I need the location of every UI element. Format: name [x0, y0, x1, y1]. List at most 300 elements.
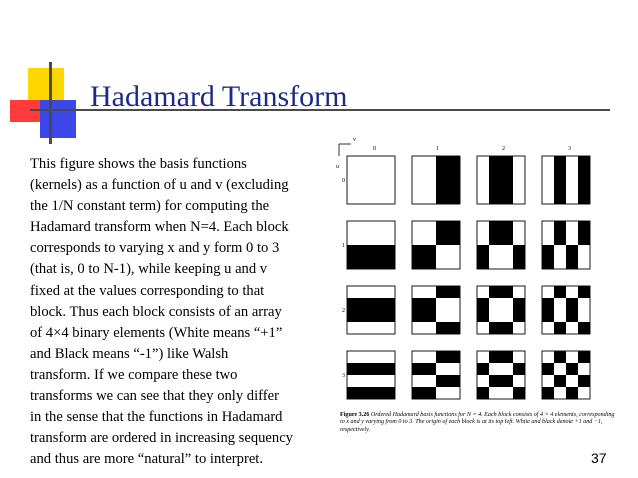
white-cell	[554, 298, 566, 310]
black-cell	[578, 192, 590, 204]
black-cell	[383, 298, 395, 310]
white-cell	[436, 245, 448, 257]
body-text-line: transforms we can see that they only differ	[30, 388, 279, 405]
white-cell	[501, 363, 513, 375]
white-cell	[477, 233, 489, 245]
col-label-1: 1	[436, 146, 439, 152]
white-cell	[424, 168, 436, 180]
white-cell	[513, 233, 525, 245]
black-cell	[424, 363, 436, 375]
vertical-rule	[49, 62, 52, 144]
black-cell	[554, 156, 566, 168]
body-text-line: the 1/N constant term) for computing the	[30, 198, 270, 215]
basis-block-u1-v3	[542, 221, 590, 269]
black-cell	[489, 351, 501, 363]
black-cell	[578, 168, 590, 180]
basis-block-u3-v2	[477, 351, 525, 399]
white-cell	[501, 387, 513, 399]
white-cell	[383, 156, 395, 168]
white-cell	[412, 168, 424, 180]
black-cell	[436, 322, 448, 334]
white-cell	[554, 245, 566, 257]
black-cell	[477, 298, 489, 310]
white-cell	[542, 168, 554, 180]
basis-block-u3-v1	[412, 351, 460, 399]
white-cell	[347, 221, 359, 233]
white-cell	[347, 286, 359, 298]
row-label-2: 2	[342, 308, 345, 314]
black-cell	[412, 363, 424, 375]
black-cell	[424, 310, 436, 322]
white-cell	[371, 192, 383, 204]
white-cell	[542, 351, 554, 363]
black-cell	[448, 351, 460, 363]
black-cell	[436, 221, 448, 233]
black-cell	[542, 363, 554, 375]
black-cell	[359, 298, 371, 310]
white-cell	[383, 168, 395, 180]
row-label-0: 0	[342, 178, 345, 184]
white-cell	[383, 286, 395, 298]
white-cell	[554, 310, 566, 322]
white-cell	[347, 375, 359, 387]
white-cell	[477, 168, 489, 180]
black-cell	[448, 180, 460, 192]
hadamard-basis-figure	[335, 137, 605, 450]
white-cell	[412, 286, 424, 298]
black-cell	[578, 375, 590, 387]
black-cell	[477, 245, 489, 257]
white-cell	[436, 298, 448, 310]
black-cell	[578, 286, 590, 298]
axis-v-label: v	[353, 137, 356, 143]
black-cell	[359, 387, 371, 399]
white-cell	[359, 168, 371, 180]
black-cell	[489, 168, 501, 180]
black-cell	[383, 387, 395, 399]
black-cell	[448, 322, 460, 334]
black-cell	[371, 310, 383, 322]
white-cell	[371, 322, 383, 334]
col-label-0: 0	[373, 146, 376, 152]
black-cell	[436, 233, 448, 245]
white-cell	[412, 375, 424, 387]
black-cell	[566, 310, 578, 322]
body-text-line: fixed at the values corresponding to that	[30, 282, 265, 299]
body-text-line: of 4×4 binary elements (White means “+1”	[30, 324, 283, 341]
caption-label: Figure 3.26	[340, 412, 370, 418]
black-cell	[489, 322, 501, 334]
yellow-accent-square	[28, 68, 64, 104]
black-cell	[448, 156, 460, 168]
black-cell	[578, 156, 590, 168]
black-cell	[371, 298, 383, 310]
white-cell	[359, 221, 371, 233]
white-cell	[371, 286, 383, 298]
black-cell	[566, 245, 578, 257]
white-cell	[542, 221, 554, 233]
black-cell	[448, 286, 460, 298]
body-text-line: and Black means “-1”) like Walsh	[30, 345, 229, 362]
white-cell	[383, 180, 395, 192]
black-cell	[513, 257, 525, 269]
black-cell	[383, 257, 395, 269]
black-cell	[513, 245, 525, 257]
black-cell	[359, 310, 371, 322]
white-cell	[371, 375, 383, 387]
figure-caption	[340, 412, 620, 434]
black-cell	[542, 245, 554, 257]
white-cell	[513, 286, 525, 298]
white-cell	[542, 180, 554, 192]
white-cell	[412, 351, 424, 363]
black-cell	[501, 156, 513, 168]
black-cell	[542, 310, 554, 322]
col-label-2: 2	[502, 146, 505, 152]
white-cell	[424, 351, 436, 363]
white-cell	[412, 156, 424, 168]
black-cell	[489, 286, 501, 298]
row-label-1: 1	[342, 243, 345, 249]
black-cell	[513, 387, 525, 399]
black-cell	[359, 257, 371, 269]
white-cell	[412, 221, 424, 233]
white-cell	[448, 387, 460, 399]
black-cell	[412, 310, 424, 322]
black-cell	[501, 286, 513, 298]
black-cell	[436, 351, 448, 363]
basis-block-u0-v2	[477, 156, 525, 204]
white-cell	[359, 233, 371, 245]
black-cell	[347, 298, 359, 310]
white-cell	[359, 322, 371, 334]
caption-text: Ordered Hadamard basis functions for N = 4. Each block consists of 4 × 4 elements, corresponding to x and y varying from 0 to 3. The origin of each block is at its top left. White and black denote +1 and −1, respectively.	[340, 412, 615, 433]
black-cell	[542, 257, 554, 269]
white-cell	[513, 351, 525, 363]
white-cell	[448, 363, 460, 375]
black-cell	[477, 387, 489, 399]
black-cell	[448, 233, 460, 245]
body-text-line: This figure shows the basis functions	[30, 156, 247, 172]
white-cell	[578, 363, 590, 375]
white-cell	[566, 168, 578, 180]
white-cell	[501, 310, 513, 322]
white-cell	[424, 180, 436, 192]
white-cell	[383, 322, 395, 334]
black-cell	[436, 156, 448, 168]
black-cell	[554, 351, 566, 363]
white-cell	[371, 168, 383, 180]
white-cell	[513, 322, 525, 334]
white-cell	[513, 375, 525, 387]
black-cell	[501, 322, 513, 334]
white-cell	[383, 375, 395, 387]
white-cell	[513, 168, 525, 180]
body-text-line: transform. If we compare these two	[30, 366, 238, 383]
white-cell	[542, 286, 554, 298]
basis-function-grid	[335, 140, 605, 410]
white-cell	[383, 221, 395, 233]
black-cell	[554, 180, 566, 192]
black-cell	[578, 221, 590, 233]
black-cell	[542, 298, 554, 310]
black-cell	[554, 322, 566, 334]
white-cell	[424, 156, 436, 168]
black-cell	[347, 257, 359, 269]
white-cell	[566, 351, 578, 363]
white-cell	[477, 286, 489, 298]
black-cell	[566, 257, 578, 269]
white-cell	[542, 375, 554, 387]
black-cell	[477, 363, 489, 375]
black-cell	[554, 168, 566, 180]
white-cell	[359, 156, 371, 168]
black-cell	[359, 363, 371, 375]
white-cell	[501, 298, 513, 310]
basis-block-u2-v0	[347, 286, 395, 334]
white-cell	[371, 180, 383, 192]
white-cell	[359, 351, 371, 363]
black-cell	[554, 192, 566, 204]
white-cell	[554, 363, 566, 375]
white-cell	[359, 286, 371, 298]
black-cell	[566, 298, 578, 310]
white-cell	[347, 322, 359, 334]
white-cell	[371, 221, 383, 233]
white-cell	[566, 233, 578, 245]
black-cell	[347, 363, 359, 375]
black-cell	[383, 363, 395, 375]
black-cell	[489, 180, 501, 192]
white-cell	[489, 257, 501, 269]
black-cell	[501, 192, 513, 204]
white-cell	[554, 387, 566, 399]
black-cell	[424, 387, 436, 399]
white-cell	[566, 286, 578, 298]
white-cell	[566, 192, 578, 204]
white-cell	[477, 351, 489, 363]
white-cell	[412, 322, 424, 334]
black-cell	[513, 310, 525, 322]
white-cell	[578, 310, 590, 322]
white-cell	[578, 257, 590, 269]
basis-block-u0-v3	[542, 156, 590, 204]
white-cell	[477, 221, 489, 233]
body-text-line: and thus are more “natural” to interpret.	[30, 451, 263, 468]
white-cell	[513, 156, 525, 168]
black-cell	[383, 310, 395, 322]
white-cell	[383, 233, 395, 245]
black-cell	[554, 221, 566, 233]
basis-block-u1-v1	[412, 221, 460, 269]
white-cell	[371, 156, 383, 168]
white-cell	[359, 180, 371, 192]
black-cell	[424, 257, 436, 269]
black-cell	[489, 221, 501, 233]
basis-block-u3-v0	[347, 351, 395, 399]
white-cell	[566, 322, 578, 334]
white-cell	[566, 180, 578, 192]
black-cell	[448, 192, 460, 204]
black-cell	[412, 245, 424, 257]
black-cell	[424, 245, 436, 257]
white-cell	[542, 192, 554, 204]
body-text-line: in the sense that the functions in Hadamard	[30, 409, 283, 426]
basis-block-u1-v0	[347, 221, 395, 269]
black-cell	[383, 245, 395, 257]
black-cell	[412, 257, 424, 269]
page-title: Hadamard Transform	[90, 80, 348, 113]
black-cell	[436, 180, 448, 192]
black-cell	[448, 221, 460, 233]
white-cell	[566, 375, 578, 387]
black-cell	[501, 180, 513, 192]
black-cell	[371, 257, 383, 269]
black-cell	[554, 233, 566, 245]
black-cell	[436, 286, 448, 298]
white-cell	[477, 375, 489, 387]
black-cell	[578, 351, 590, 363]
white-cell	[542, 233, 554, 245]
black-cell	[371, 245, 383, 257]
white-cell	[542, 322, 554, 334]
basis-block-u0-v0	[347, 156, 395, 204]
black-cell	[566, 363, 578, 375]
white-cell	[424, 286, 436, 298]
white-cell	[371, 233, 383, 245]
white-cell	[424, 375, 436, 387]
black-cell	[347, 387, 359, 399]
black-cell	[371, 387, 383, 399]
col-label-3: 3	[568, 146, 571, 152]
axis-u-label: u	[336, 164, 339, 170]
white-cell	[412, 233, 424, 245]
black-cell	[347, 310, 359, 322]
white-cell	[489, 245, 501, 257]
black-cell	[359, 245, 371, 257]
black-cell	[489, 375, 501, 387]
black-cell	[347, 245, 359, 257]
black-cell	[489, 192, 501, 204]
white-cell	[359, 375, 371, 387]
white-cell	[436, 310, 448, 322]
white-cell	[448, 298, 460, 310]
white-cell	[489, 387, 501, 399]
white-cell	[436, 257, 448, 269]
white-cell	[448, 310, 460, 322]
body-text	[30, 154, 325, 470]
white-cell	[383, 192, 395, 204]
white-cell	[448, 257, 460, 269]
white-cell	[578, 387, 590, 399]
black-cell	[501, 351, 513, 363]
white-cell	[513, 192, 525, 204]
white-cell	[554, 257, 566, 269]
white-cell	[489, 310, 501, 322]
page-number: 37	[591, 450, 607, 466]
white-cell	[566, 221, 578, 233]
white-cell	[477, 322, 489, 334]
black-cell	[489, 156, 501, 168]
basis-block-u2-v2	[477, 286, 525, 334]
white-cell	[347, 233, 359, 245]
black-cell	[424, 298, 436, 310]
black-cell	[448, 168, 460, 180]
black-cell	[501, 233, 513, 245]
white-cell	[578, 298, 590, 310]
basis-block-u3-v3	[542, 351, 590, 399]
white-cell	[383, 351, 395, 363]
basis-block-u1-v2	[477, 221, 525, 269]
black-cell	[513, 298, 525, 310]
white-cell	[347, 351, 359, 363]
white-cell	[359, 192, 371, 204]
white-cell	[347, 192, 359, 204]
black-cell	[477, 310, 489, 322]
black-cell	[578, 233, 590, 245]
black-cell	[578, 180, 590, 192]
white-cell	[578, 245, 590, 257]
white-cell	[347, 180, 359, 192]
black-cell	[501, 221, 513, 233]
white-cell	[412, 192, 424, 204]
white-cell	[347, 156, 359, 168]
row-label-3: 3	[342, 373, 345, 379]
white-cell	[513, 180, 525, 192]
body-text-line: Hadamard transform when N=4. Each block	[30, 219, 289, 236]
white-cell	[542, 156, 554, 168]
basis-block-u2-v3	[542, 286, 590, 334]
black-cell	[436, 375, 448, 387]
black-cell	[477, 257, 489, 269]
black-cell	[554, 286, 566, 298]
white-cell	[424, 221, 436, 233]
body-text-line: (kernels) as a function of u and v (excluding	[30, 177, 289, 194]
body-text-line: (that is, 0 to N-1), while keeping u and v	[30, 261, 268, 278]
white-cell	[347, 168, 359, 180]
body-text-line: block. Thus each block consists of an array	[30, 303, 282, 320]
black-cell	[436, 168, 448, 180]
white-cell	[436, 387, 448, 399]
white-cell	[513, 221, 525, 233]
body-text-line: transform are ordered in increasing sequency	[30, 430, 293, 447]
black-cell	[448, 375, 460, 387]
white-cell	[436, 363, 448, 375]
white-cell	[501, 245, 513, 257]
white-cell	[477, 192, 489, 204]
white-cell	[424, 233, 436, 245]
white-cell	[501, 257, 513, 269]
black-cell	[566, 387, 578, 399]
black-cell	[501, 168, 513, 180]
white-cell	[412, 180, 424, 192]
basis-block-u0-v1	[412, 156, 460, 204]
white-cell	[566, 156, 578, 168]
basis-block-u2-v1	[412, 286, 460, 334]
black-cell	[412, 298, 424, 310]
white-cell	[489, 363, 501, 375]
black-cell	[412, 387, 424, 399]
body-text-line: corresponds to varying x and y form 0 to 3	[30, 240, 280, 257]
black-cell	[436, 192, 448, 204]
black-cell	[489, 233, 501, 245]
black-cell	[578, 322, 590, 334]
black-cell	[371, 363, 383, 375]
white-cell	[477, 156, 489, 168]
black-cell	[542, 387, 554, 399]
white-cell	[477, 180, 489, 192]
blue-accent-square	[40, 100, 76, 138]
